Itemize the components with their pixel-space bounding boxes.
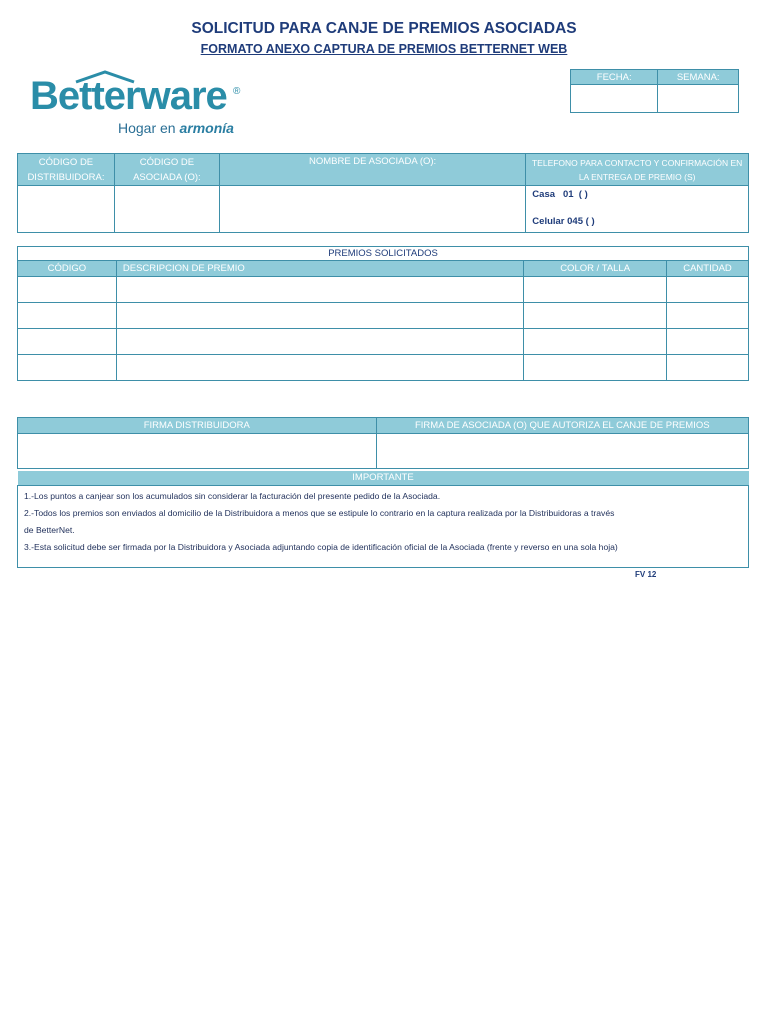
codigo-asociada-field[interactable]: [114, 186, 219, 233]
form-subtitle: FORMATO ANEXO CAPTURA DE PREMIOS BETTERNET WEB: [200, 42, 568, 56]
importante-notes: [18, 485, 749, 567]
telefono-field[interactable]: [526, 186, 749, 233]
casa-code: 01: [562, 189, 574, 200]
codigo-distribuidora-field[interactable]: [18, 186, 115, 233]
logo-tagline: [118, 120, 234, 136]
premios-table: [17, 246, 749, 381]
fecha-field[interactable]: [571, 85, 658, 113]
note-1: 1.-Los puntos a canjear son los acumulados sin considerar la facturación del presente pedido de la Asociada.: [24, 490, 441, 501]
col-codigo-asociada: CÓDIGO DE ASOCIADA (O):: [114, 154, 219, 186]
form-title: SOLICITUD PARA CANJE DE PREMIOS ASOCIADAS: [191, 20, 577, 37]
premio-descripcion-cell[interactable]: [116, 303, 523, 329]
col-telefono: TELEFONO PARA CONTACTO Y CONFIRMACIÓN EN LA ENTREGA DE PREMIO (S): [526, 154, 749, 186]
premio-color-cell[interactable]: [524, 277, 667, 303]
importante-table: [17, 471, 749, 568]
associate-info-table: [17, 153, 749, 233]
premio-cantidad-cell[interactable]: [667, 355, 749, 381]
note-2b: de BetterNet.: [24, 524, 75, 535]
premio-color-cell[interactable]: [524, 329, 667, 355]
premios-section-title: PREMIOS SOLICITADOS: [18, 247, 749, 261]
note-3: 3.-Esta solicitud debe ser firmada por la Distribuidora y Asociada adjuntando copia de identificación oficial de la Asociada (frente y reverso en una sola hoja): [24, 541, 618, 552]
firma-distribuidora-label: FIRMA DISTRIBUIDORA: [18, 418, 377, 434]
firma-distribuidora-field[interactable]: [18, 434, 377, 469]
premio-codigo-cell[interactable]: [18, 329, 117, 355]
semana-field[interactable]: [658, 85, 739, 113]
firmas-table: [17, 417, 749, 469]
premio-row: [18, 329, 749, 355]
col-codigo: CÓDIGO: [18, 261, 117, 277]
firma-asociada-field[interactable]: [376, 434, 748, 469]
logo-tagline-prefix: Hogar en: [118, 120, 180, 136]
col-descripcion: DESCRIPCION DE PREMIO: [116, 261, 523, 277]
premio-descripcion-cell[interactable]: [116, 329, 523, 355]
premio-cantidad-cell[interactable]: [667, 329, 749, 355]
betterware-logo: [30, 70, 270, 140]
premio-codigo-cell[interactable]: [18, 277, 117, 303]
col-codigo-distribuidora: CÓDIGO DE DISTRIBUIDORA:: [18, 154, 115, 186]
celular-paren: ( ): [585, 216, 595, 227]
logo-wordmark: Betterware: [30, 74, 227, 118]
premio-color-cell[interactable]: [524, 303, 667, 329]
casa-line: [532, 189, 748, 200]
fecha-label: FECHA:: [571, 70, 658, 85]
casa-label: Casa: [532, 189, 556, 200]
date-week-table: [570, 69, 739, 113]
col-cantidad: CANTIDAD: [667, 261, 749, 277]
logo-tagline-emphasis: armonía: [179, 120, 234, 136]
premio-codigo-cell[interactable]: [18, 355, 117, 381]
premio-codigo-cell[interactable]: [18, 303, 117, 329]
col-nombre-asociada: NOMBRE DE ASOCIADA (O):: [219, 154, 525, 186]
logo-registered-mark: ®: [233, 86, 241, 97]
col-color-talla: COLOR / TALLA: [524, 261, 667, 277]
premio-row: [18, 303, 749, 329]
nombre-asociada-field[interactable]: [219, 186, 525, 233]
premio-cantidad-cell[interactable]: [667, 277, 749, 303]
premio-descripcion-cell[interactable]: [116, 277, 523, 303]
premio-row: [18, 355, 749, 381]
firma-asociada-label: FIRMA DE ASOCIADA (O) QUE AUTORIZA EL CANJE DE PREMIOS: [376, 418, 748, 434]
semana-label: SEMANA:: [658, 70, 739, 85]
premio-descripcion-cell[interactable]: [116, 355, 523, 381]
casa-paren: ( ): [578, 189, 588, 200]
importante-title: IMPORTANTE: [18, 471, 749, 485]
premio-row: [18, 277, 749, 303]
celular-line: [532, 216, 748, 227]
note-2a: 2.-Todos los premios son enviados al domicilio de la Distribuidora a menos que se estipule lo contrario en la captura realizada por la Distribuidoras a través: [24, 507, 615, 518]
premio-cantidad-cell[interactable]: [667, 303, 749, 329]
form-code: FV 12: [635, 570, 657, 579]
premio-color-cell[interactable]: [524, 355, 667, 381]
celular-label: Celular 045: [532, 216, 583, 227]
